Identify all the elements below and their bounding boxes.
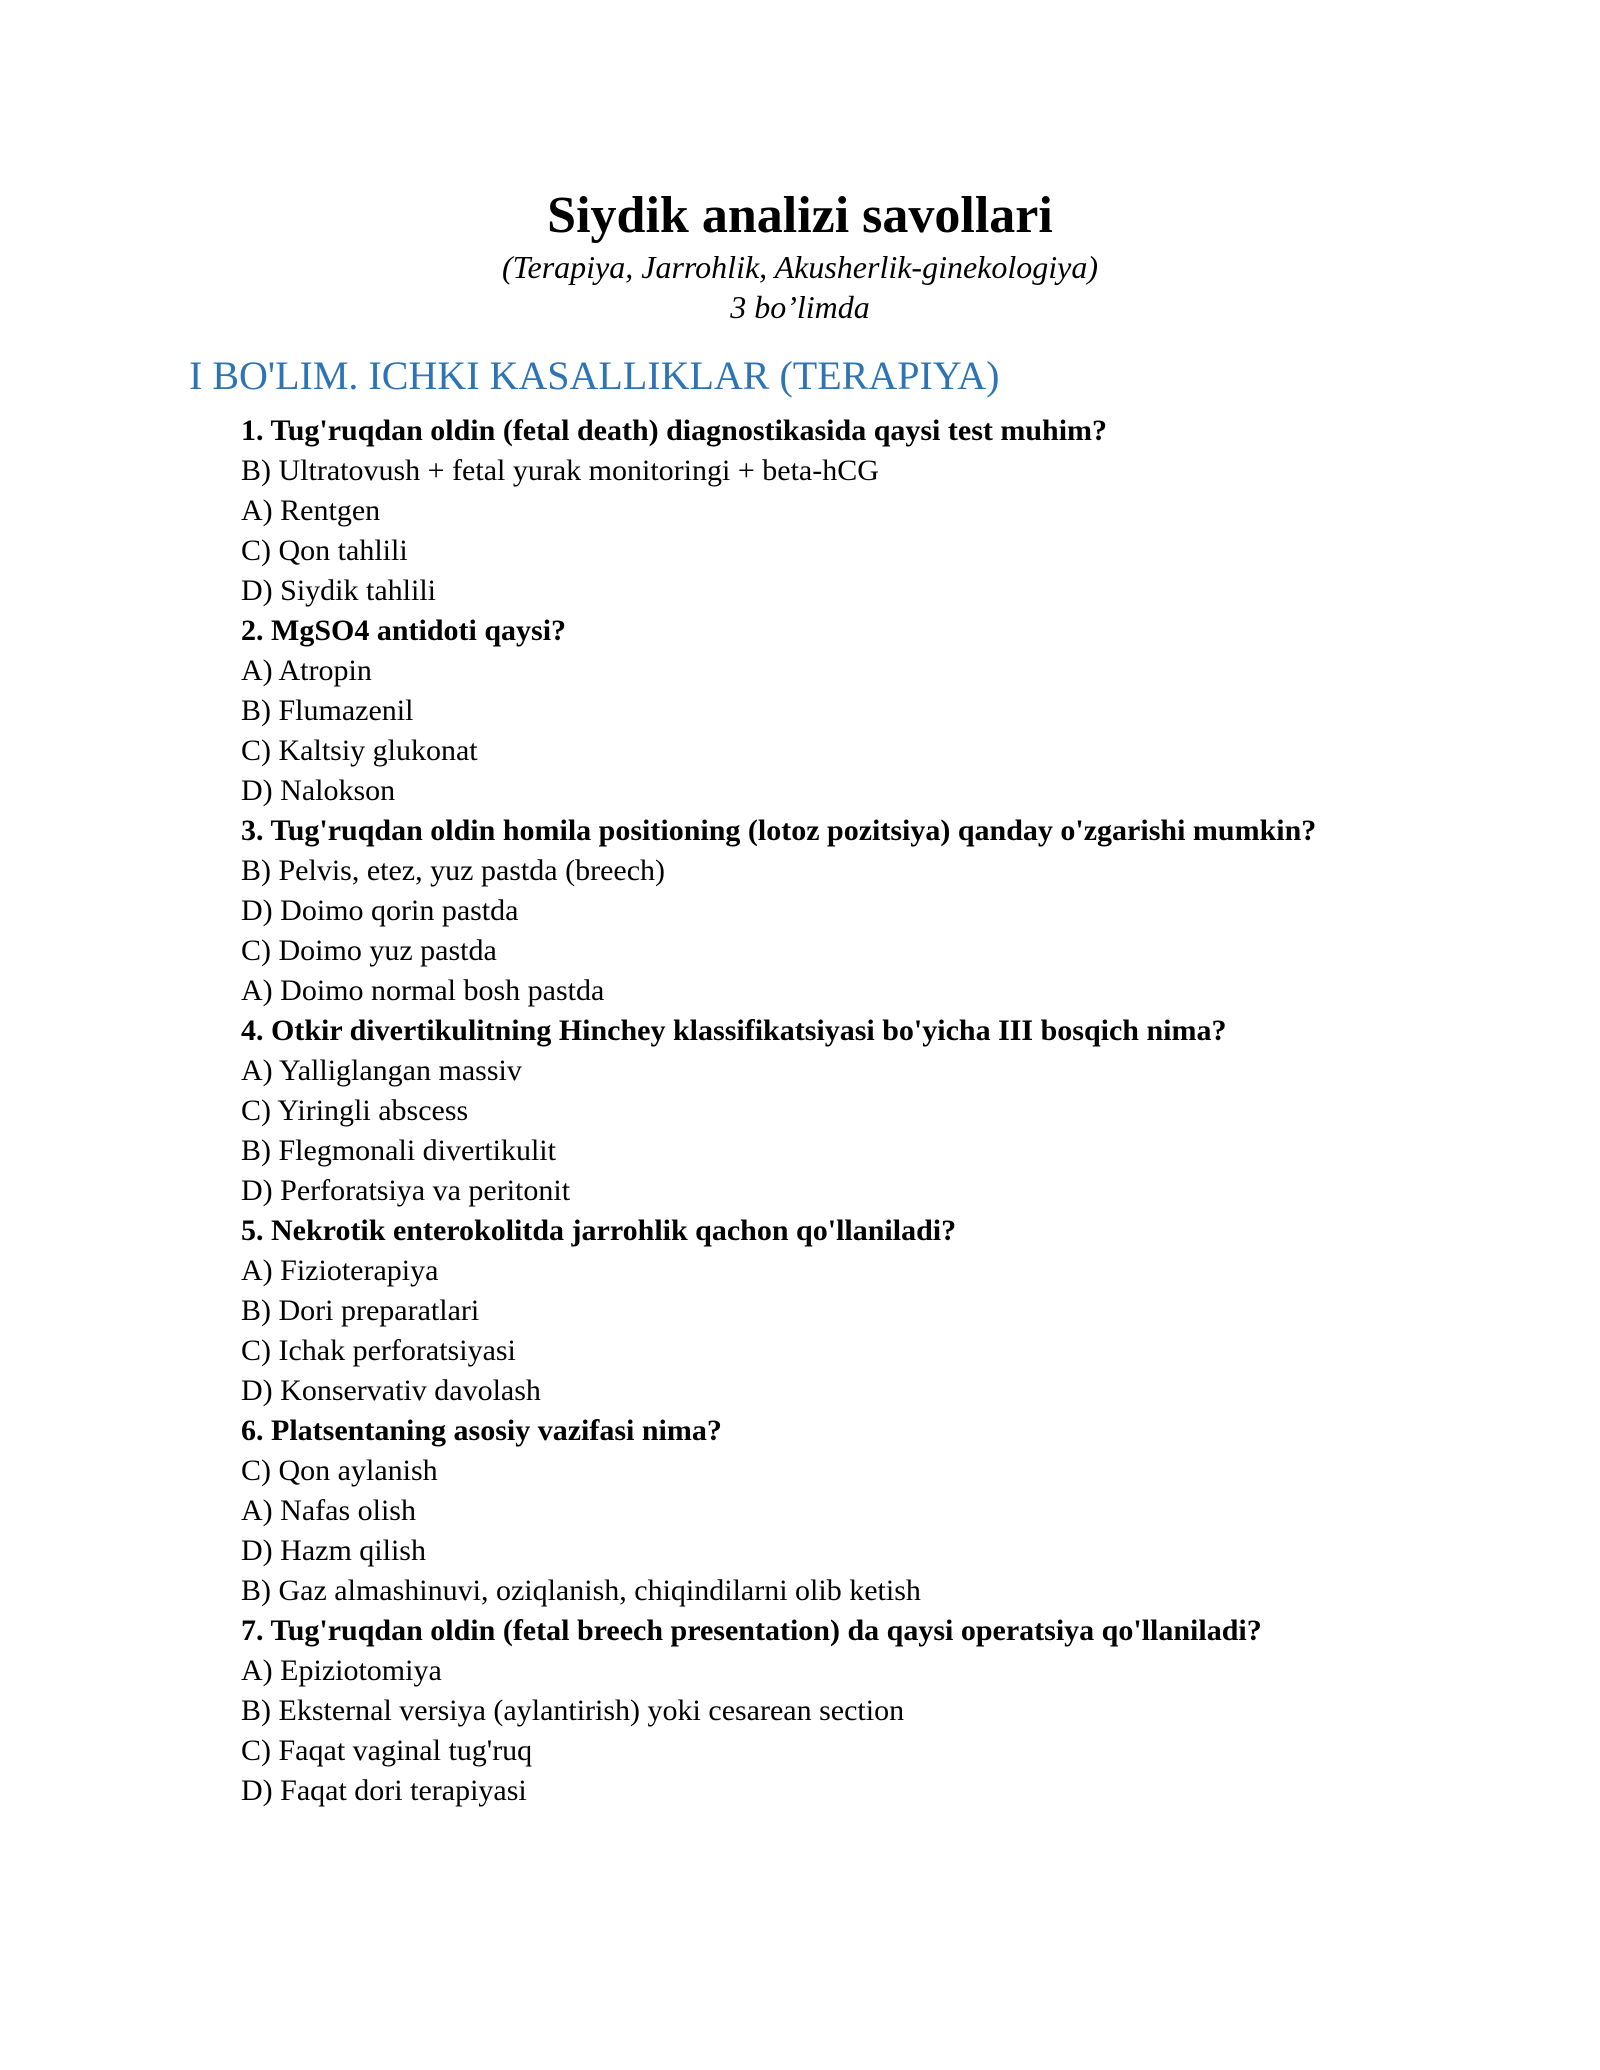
answer-option: D) Nalokson <box>241 774 396 807</box>
answer-option: C) Qon tahlili <box>241 534 408 567</box>
document-subtitle: (Terapiya, Jarrohlik, Akusherlik-ginekologiya) <box>501 249 1099 285</box>
answer-option: B) Flumazenil <box>241 694 414 727</box>
answer-options <box>241 851 1500 1011</box>
question-text: 4. Otkir divertikulitning Hinchey klassifikatsiyasi bo'yicha III bosqich nima? <box>241 1014 1227 1047</box>
answer-option: B) Pelvis, etez, yuz pastda (breech) <box>241 854 665 887</box>
section-heading: I BO'LIM. ICHKI KASALLIKLAR (TERAPIYA) <box>189 353 1000 398</box>
answer-options <box>241 1651 1500 1811</box>
answer-option: C) Ichak perforatsiyasi <box>241 1334 516 1367</box>
question-item <box>241 611 1500 811</box>
answer-option: D) Doimo qorin pastda <box>241 894 519 927</box>
question-item <box>241 1211 1500 1411</box>
document-parts-note: 3 bo’limda <box>730 289 870 325</box>
answer-options <box>241 651 1500 811</box>
answer-options <box>241 451 1500 611</box>
answer-option: A) Atropin <box>241 654 372 687</box>
question-item <box>241 1011 1500 1211</box>
answer-options <box>241 1451 1500 1611</box>
question-item <box>241 411 1500 611</box>
answer-option: A) Rentgen <box>241 494 381 527</box>
answer-option: D) Siydik tahlili <box>241 574 436 607</box>
answer-options <box>241 1251 1500 1411</box>
answer-option: A) Doimo normal bosh pastda <box>241 974 605 1007</box>
question-list <box>241 411 1500 1811</box>
question-item <box>241 811 1500 1011</box>
answer-option: B) Flegmonali divertikulit <box>241 1134 556 1167</box>
answer-option: C) Yiringli abscess <box>241 1094 469 1127</box>
question-text: 5. Nekrotik enterokolitda jarrohlik qachon qo'llaniladi? <box>241 1214 957 1247</box>
question-item <box>241 1611 1500 1811</box>
answer-option: A) Epiziotomiya <box>241 1654 442 1687</box>
answer-option: A) Nafas olish <box>241 1494 416 1527</box>
answer-option: C) Qon aylanish <box>241 1454 438 1487</box>
answer-options <box>241 1051 1500 1211</box>
document-title: Siydik analizi savollari <box>547 187 1053 244</box>
answer-option: C) Faqat vaginal tug'ruq <box>241 1734 533 1767</box>
question-text: 1. Tug'ruqdan oldin (fetal death) diagnostikasida qaysi test muhim? <box>241 414 1108 447</box>
answer-option: C) Kaltsiy glukonat <box>241 734 478 767</box>
question-text: 7. Tug'ruqdan oldin (fetal breech presentation) da qaysi operatsiya qo'llaniladi? <box>241 1614 1262 1647</box>
answer-option: B) Ultratovush + fetal yurak monitoringi + beta-hCG <box>241 454 879 487</box>
answer-option: D) Perforatsiya va peritonit <box>241 1174 571 1207</box>
answer-option: B) Eksternal versiya (aylantirish) yoki cesarean section <box>241 1694 905 1727</box>
answer-option: B) Dori preparatlari <box>241 1294 480 1327</box>
answer-option: C) Doimo yuz pastda <box>241 934 497 967</box>
answer-option: A) Yalliglangan massiv <box>241 1054 522 1087</box>
question-item <box>241 1411 1500 1611</box>
answer-option: D) Konservativ davolash <box>241 1374 541 1407</box>
answer-option: A) Fizioterapiya <box>241 1254 439 1287</box>
answer-option: D) Faqat dori terapiyasi <box>241 1774 527 1807</box>
answer-option: B) Gaz almashinuvi, oziqlanish, chiqindilarni olib ketish <box>241 1574 921 1607</box>
answer-option: D) Hazm qilish <box>241 1534 426 1567</box>
question-text: 3. Tug'ruqdan oldin homila positioning (lotoz pozitsiya) qanday o'zgarishi mumkin? <box>241 814 1317 847</box>
question-text: 6. Platsentaning asosiy vazifasi nima? <box>241 1414 722 1447</box>
question-text: 2. MgSO4 antidoti qaysi? <box>241 614 567 647</box>
